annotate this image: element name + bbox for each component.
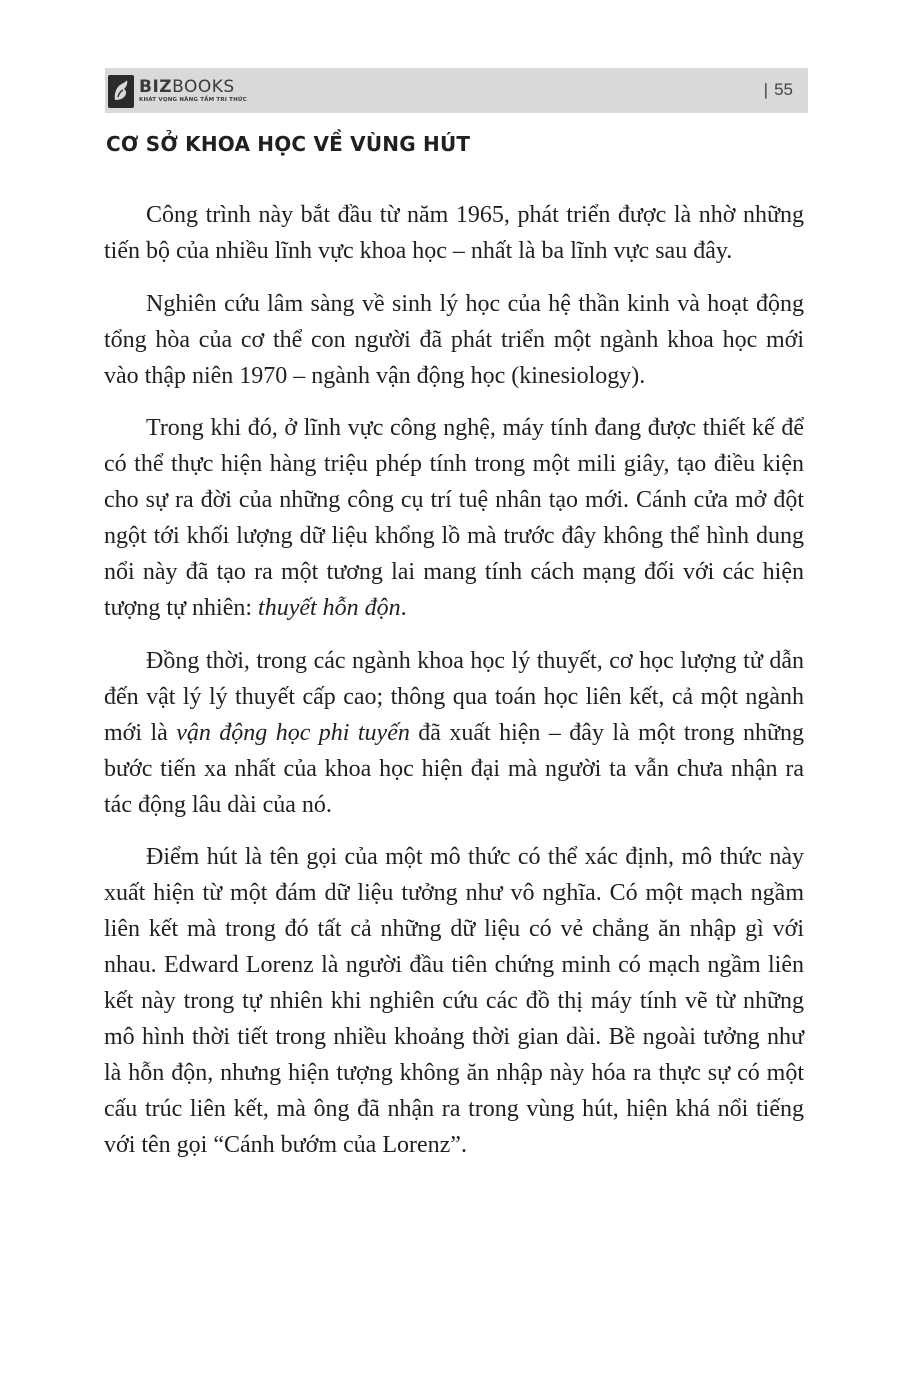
page-number-value: 55 [774, 80, 793, 99]
page-number-separator: | [763, 80, 769, 99]
paragraph-3-end: . [400, 595, 407, 621]
bizbooks-emblem-icon [108, 75, 134, 108]
body-text [104, 197, 804, 1180]
bizbooks-logo [108, 72, 247, 110]
paragraph-3-emphasis: thuyết hỗn độn [258, 595, 401, 621]
brand-tagline: KHÁT VỌNG NÂNG TẦM TRI THỨC [139, 97, 247, 103]
page-number [764, 80, 793, 100]
section-title: CƠ SỞ KHOA HỌC VỀ VÙNG HÚT [106, 132, 471, 156]
paragraph-4-end: đã xuất hiện – đây là một trong những bước tiến xa nhất của khoa học hiện đại mà người ta vẫn chưa nhận ra tác động lâu dài của nó. [104, 719, 804, 818]
paragraph-3-text: Trong khi đó, ở lĩnh vực công nghệ, máy tính đang được thiết kế để có thể thực hiện hàng triệu phép tính trong một mili giây, tạo điều kiện cho sự ra đời của những công cụ trí tuệ nhân tạo mới. Cánh cửa mở đột ngột tới khối lượng dữ liệu khổng lồ mà trước đây không thể hình dung nổi này đã tạo ra một tương lai mang tính cách mạng đối với các hiện tượng tự nhiên: [104, 415, 804, 621]
brand-regular: BOOKS [172, 77, 235, 97]
paragraph-3 [104, 410, 804, 626]
brand-bold: BIZ [139, 77, 173, 97]
paragraph-4-emphasis: vận động học phi tuyến [176, 719, 410, 746]
paragraph-5: Điểm hút là tên gọi của một mô thức có thể xác định, mô thức này xuất hiện từ một đám dữ liệu tưởng như vô nghĩa. Có một mạch ngầm liên kết mà trong đó tất cả những dữ liệu có vẻ chẳng ăn nhập gì với nhau. Edward Lorenz là người đầu tiên chứng minh có mạch ngầm liên kết này trong tự nhiên khi nghiên cứu các đồ thị máy tính vẽ từ những mô hình thời tiết trong nhiều khoảng thời gian dài. Bề ngoài tưởng như là hỗn độn, nhưng hiện tượng không ăn nhập này hóa ra thực sự có một cấu trúc liên kết, mà ông đã nhận ra trong vùng hút, hiện khá nổi tiếng với tên gọi “Cánh bướm của Lorenz”. [104, 844, 804, 1158]
paragraph-1: Công trình này bắt đầu từ năm 1965, phát triển được là nhờ những tiến bộ của nhiều lĩnh vực khoa học – nhất là ba lĩnh vực sau đây. [104, 202, 804, 264]
bizbooks-wordmark [139, 78, 247, 104]
paragraph-4-text: Đồng thời, trong các ngành khoa học lý thuyết, cơ học lượng tử dẫn đến vật lý lý thuyết cấp cao; thông qua toán học liên kết, cả một ngành mới là [104, 647, 804, 746]
paragraph-2: Nghiên cứu lâm sàng về sinh lý học của hệ thần kinh và hoạt động tổng hòa của cơ thể con người đã phát triển một ngành khoa học mới vào thập niên 1970 – ngành vận động học (kinesiology). [104, 290, 804, 389]
paragraph-4 [104, 643, 804, 823]
